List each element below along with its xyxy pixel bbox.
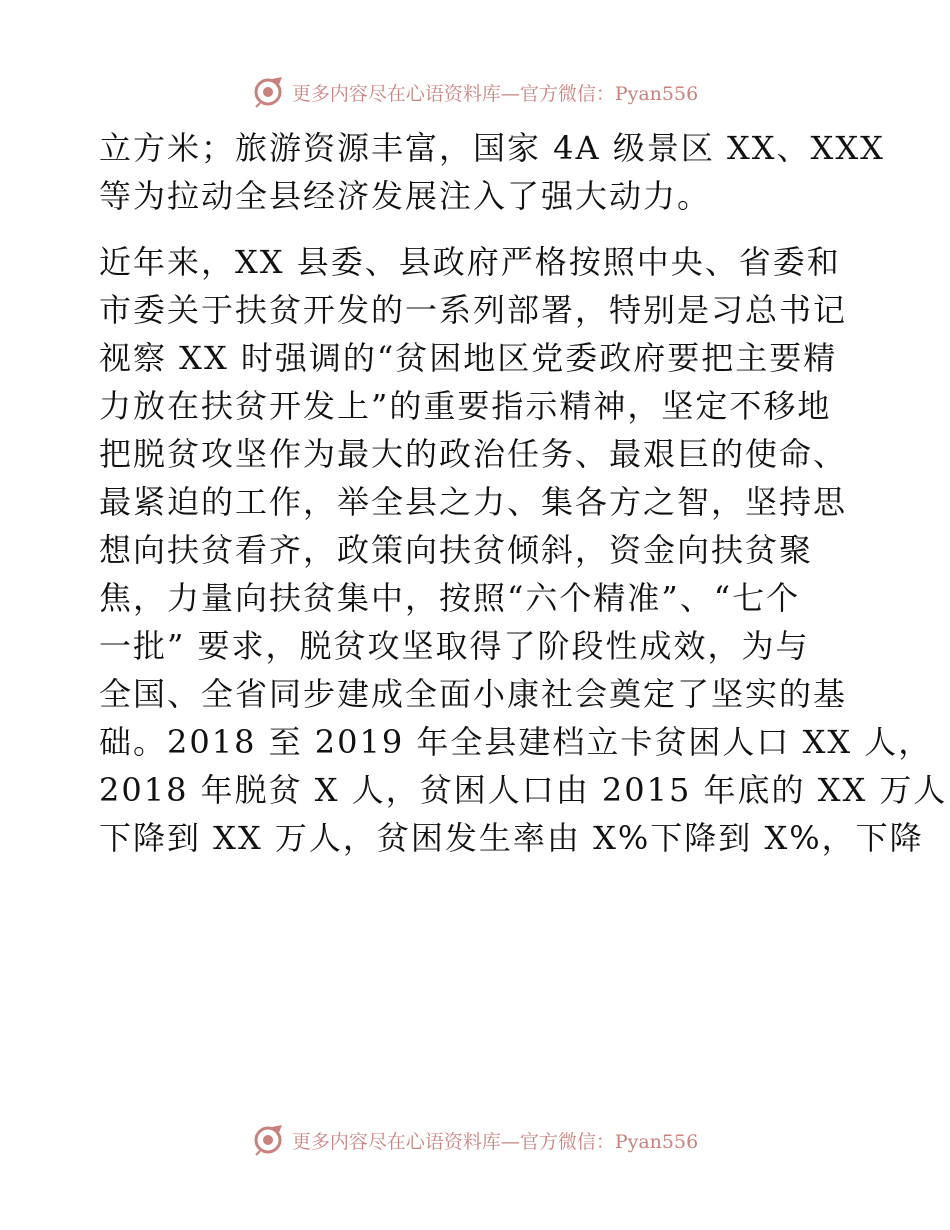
header-watermark <box>0 72 950 112</box>
paragraph-2 <box>99 238 948 862</box>
body-text <box>99 124 948 862</box>
text-line: 一批” 要求，脱贫攻坚取得了阶段性成效，为与 <box>99 627 810 665</box>
footer-watermark <box>0 1120 950 1160</box>
paragraph-1 <box>99 124 885 220</box>
footer-watermark-text: 更多内容尽在心语资料库—官方微信：Pyan556 <box>291 1130 699 1153</box>
text-line: 视察 XX 时强调的“贫困地区党委政府要把主要精 <box>99 339 838 377</box>
text-line: 把脱贫攻坚作为最大的政治任务、最艰巨的使命、 <box>99 435 848 473</box>
text-line: 2018 年脱贫 X 人，贫困人口由 2015 年底的 XX 万人 <box>99 771 948 809</box>
text-line: 力放在扶贫开发上”的重要指示精神，坚定不移地 <box>99 387 832 425</box>
text-line: 市委关于扶贫开发的一系列部署，特别是习总书记 <box>99 291 848 329</box>
text-line: 下降到 XX 万人，贫困发生率由 X%下降到 X%，下降 <box>99 819 924 857</box>
text-line: 础。2018 至 2019 年全县建档立卡贫困人口 XX 人， <box>99 723 933 761</box>
pen-logo-icon <box>252 1123 286 1157</box>
text-line: 等为拉动全县经济发展注入了强大动力。 <box>99 177 712 215</box>
text-line: 想向扶贫看齐，政策向扶贫倾斜，资金向扶贫聚 <box>99 531 814 569</box>
text-line: 最紧迫的工作，举全县之力、集各方之智，坚持思 <box>99 483 848 521</box>
pen-logo-icon <box>252 75 286 109</box>
text-line: 近年来，XX 县委、县政府严格按照中央、省委和 <box>99 243 841 281</box>
text-line: 焦，力量向扶贫集中，按照“六个精准”、“七个 <box>99 579 801 617</box>
header-watermark-text: 更多内容尽在心语资料库—官方微信：Pyan556 <box>291 82 699 105</box>
text-line: 全国、全省同步建成全面小康社会奠定了坚实的基 <box>99 675 848 713</box>
text-line: 立方米；旅游资源丰富，国家 4A 级景区 XX、XXX <box>99 129 885 167</box>
